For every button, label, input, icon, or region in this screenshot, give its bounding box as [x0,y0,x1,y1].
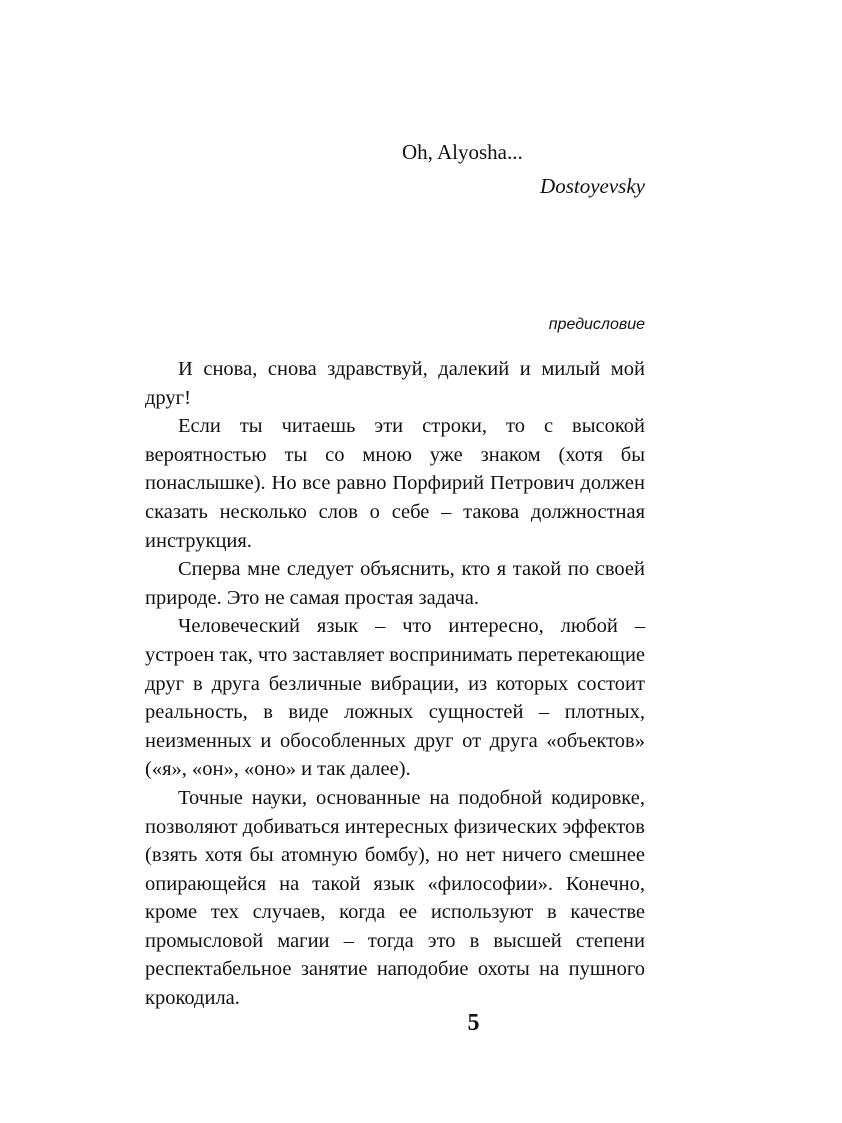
epigraph-quote: Oh, Alyosha... [402,140,523,164]
paragraph: Человеческий язык – что интересно, любой – устроен так, что заставляет воспринимать перетекающие друг в друга безличные вибрации, из которых состоит реальность, в виде ложных сущностей – плотных, неизменных и обособленных друг от друга «объектов» («я», «он», «оно» и так далее). [145,615,646,781]
body-text [145,355,645,1013]
paragraph: Сперва мне следует объяснить, кто я такой по своей природе. Это не самая простая задача. [145,558,645,609]
paragraph: И снова, снова здравствуй, далекий и милый мой друг! [145,358,645,409]
page-number: 5 [467,1010,480,1036]
paragraph: Если ты читаешь эти строки, то с высокой вероятностью ты со мною уже знаком (хотя бы понаслышке). Но все равно Порфирий Петрович должен сказать несколько слов о себе – такова должностная инструкция. [145,415,645,552]
epigraph-author: Dostoyevsky [540,174,645,198]
section-title: предисловие [548,316,645,333]
paragraph: Точные науки, основанные на подобной кодировке, позволяют добиваться интересных физических эффектов (взять хотя бы атомную бомбу), но нет ничего смешнее опирающейся на такой язык «философии». Конечно, кроме тех случаев, когда ее используют в качестве промысловой магии – тогда это в высшей степени респектабельное занятие наподобие охоты на пушного крокодила. [145,786,645,1010]
